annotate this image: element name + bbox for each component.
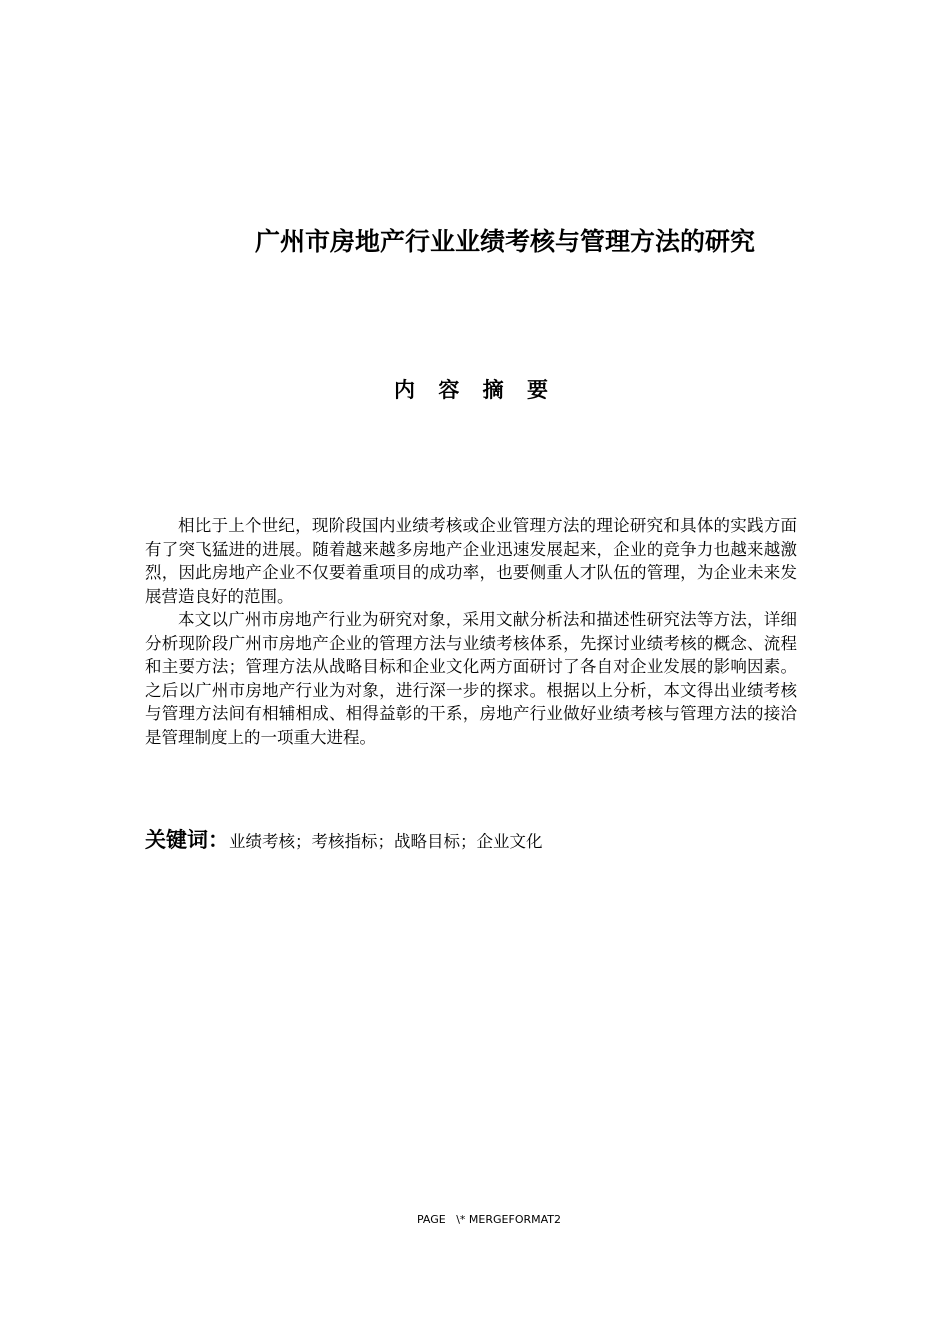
abstract-paragraph-2: 本文以广州市房地产行业为研究对象，采用文献分析法和描述性研究法等方法，详细分析现阶段广州市房地产企业的管理方法与业绩考核体系，先探讨业绩考核的概念、流程和主要方法；管理方法从战略目标和企业文化两方面研讨了各自对企业发展的影响因素。之后以广州市房地产行业为对象，进行深一步的探求。根据以上分析，本文得出业绩考核与管理方法间有相辅相成、相得益彰的干系，房地产行业做好业绩考核与管理方法的接洽是管理制度上的一项重大进程。 (145, 610, 797, 747)
abstract-paragraph-1: 相比于上个世纪，现阶段国内业绩考核或企业管理方法的理论研究和具体的实践方面有了突飞猛进的进展。随着越来越多房地产企业迅速发展起来，企业的竞争力也越来越激烈，因此房地产企业不仅要着重项目的成功率，也要侧重人才队伍的管理，为企业未来发展营造良好的范围。 (145, 516, 797, 606)
abstract-heading: 内 容 摘 要 (394, 378, 556, 402)
keywords-value: 业绩考核；考核指标；战略目标；企业文化 (229, 832, 543, 851)
keywords-line (145, 824, 805, 859)
page-footer: PAGE \* MERGEFORMAT2 (417, 1213, 561, 1226)
document-title: 广州市房地产行业业绩考核与管理方法的研究 (254, 227, 755, 256)
abstract-body (145, 514, 797, 749)
keywords-label: 关键词： (145, 828, 229, 852)
